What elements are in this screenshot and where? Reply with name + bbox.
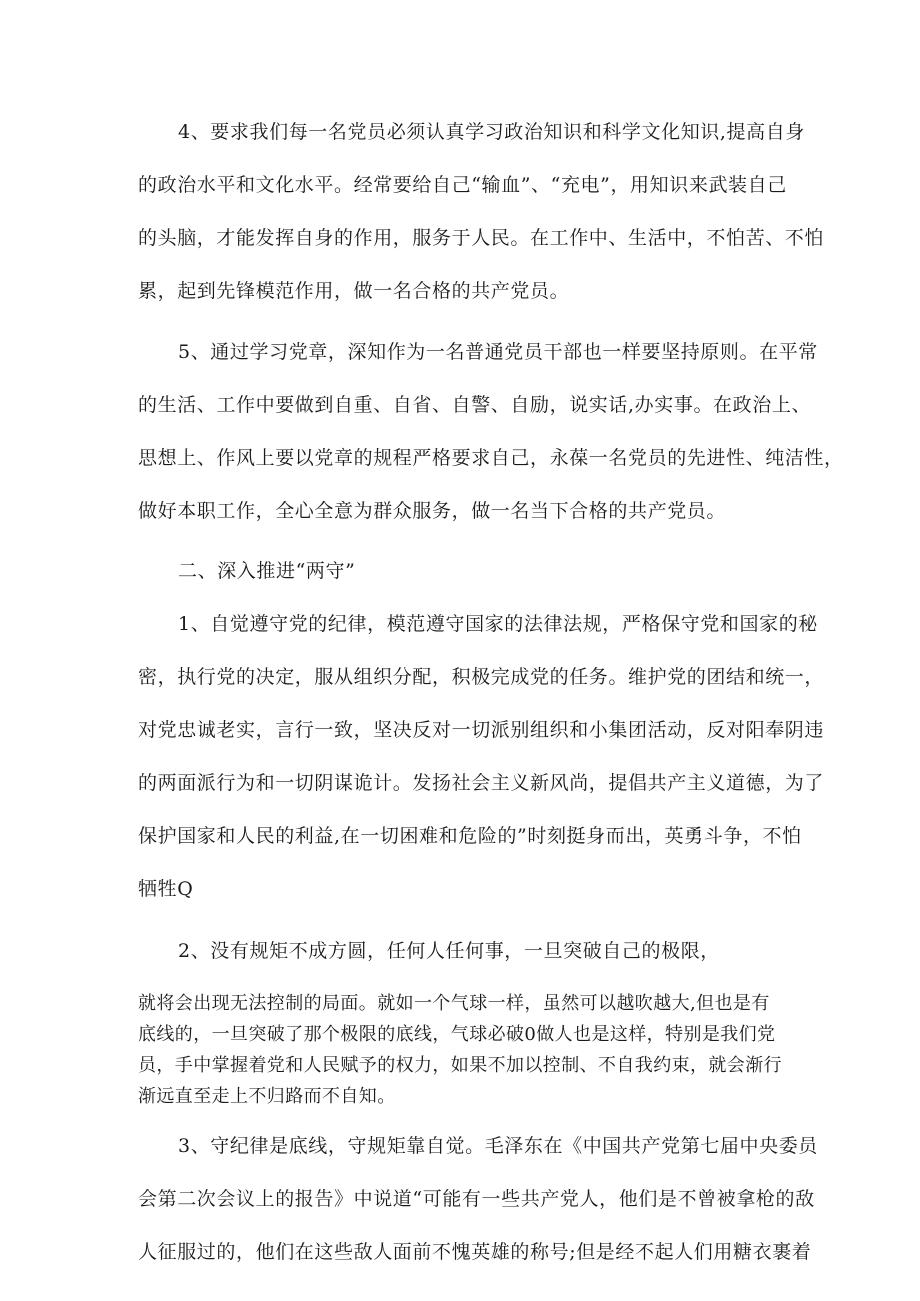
paragraph-5-line-1: 5、通过学习党章，深知作为一名普通党员干部也一样要坚持原则。在平常 [178,341,818,363]
item-1-line-1: 1、自觉遵守党的纪律，模范遵守国家的法律法规，严格保守党和国家的秘 [178,613,818,635]
paragraph-4-line-3: 的头脑，才能发挥自身的作用，服务于人民。在工作中、生活中，不怕苦、不怕 [138,227,825,249]
paragraph-4-line-2: 的政治水平和文化水平。经常要给自己“输血”、“充电”，用知识来武装自己 [138,174,787,196]
item-3-line-3: 人征服过的，他们在这些敌人面前不愧英雄的称号;但是经不起人们用糖衣裹着 [138,1241,812,1263]
item-1-line-3: 对党忠诚老实，言行一致，坚决反对一切派别组织和小集团活动，反对阳奉阴违 [138,719,825,741]
paragraph-5-line-2: 的生活、工作中要做到自重、自省、自警、自励，说实话,办实事。在政治上、 [138,394,812,416]
paragraph-4-line-4: 累，起到先锋模范作用，做一名合格的共产党员。 [138,280,570,302]
paragraph-4-line-1: 4、要求我们每一名党员必须认真学习政治知识和科学文化知识,提高自身 [178,121,805,143]
item-2-line-3: 底线的，一旦突破了那个极限的底线，气球必破0做人也是这样，特别是我们党 [138,1024,776,1045]
item-3-line-1: 3、守纪律是底线，守规矩靠自觉。毛泽东在《中国共产党第七届中央委员 [178,1135,818,1157]
item-3-line-2: 会第二次会议上的报告》中说道“可能有一些共产党人，他们是不曾被拿枪的敌 [138,1188,815,1210]
paragraph-5-line-4: 做好本职工作，全心全意为群众服务，做一名当下合格的共产党员。 [138,500,727,522]
paragraph-5-line-3: 思想上、作风上要以党章的规程严格要求自己，永葆一名党员的先进性、纯洁性， [138,447,844,469]
section-heading: 二、深入推进“两守” [178,560,356,582]
item-2-line-4: 员，手中掌握着党和人民赋予的权力，如果不加以控制、不自我约束，就会渐行 [138,1055,782,1076]
item-2-line-2: 就将会出现无法控制的局面。就如一个气球一样，虽然可以越吹越大,但也是有 [138,993,770,1014]
item-1-line-2: 密，执行党的决定，服从组织分配，积极完成党的任务。维护党的团结和统一， [138,666,825,688]
item-1-line-5: 保护国家和人民的利益,在一切困难和危险的”时刻挺身而出，英勇斗争，不怕 [138,825,802,847]
item-1-line-6: 牺牲Q [138,878,194,900]
item-2-line-5: 渐远直至走上不归路而不自知。 [138,1086,396,1107]
item-2-line-1: 2、没有规矩不成方圆，任何人任何事，一旦突破自己的极限， [178,940,720,962]
item-1-line-4: 的两面派行为和一切阴谋诡计。发扬社会主义新风尚，提倡共产主义道德，为了 [138,772,825,794]
